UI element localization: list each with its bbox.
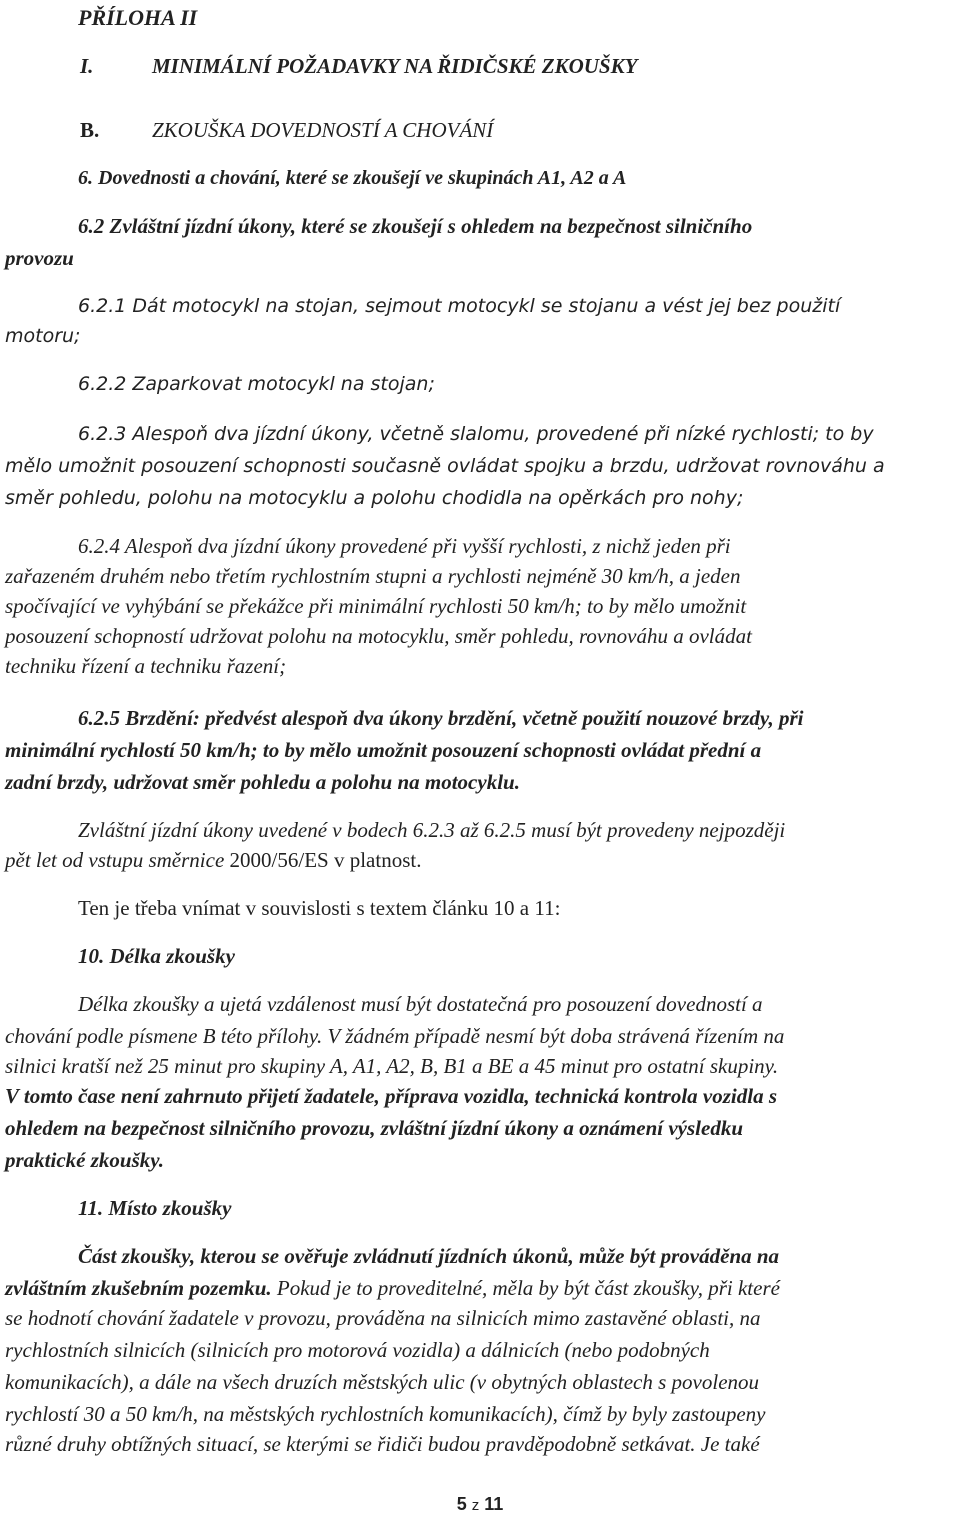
para-11-line3: se hodnotí chování žadatele v provozu, prováděna na silnicích mimo zastavěné oblasti, na <box>5 1306 761 1330</box>
item-6-2-5-line1: 6.2.5 Brzdění: předvést alespoň dva úkony brzdění, včetně použití nouzové brzdy, při <box>78 706 804 730</box>
para-11-line6: rychlostí 30 a 50 km/h, na městských rychlostních komunikacích), čímž by byly zastoupeny <box>5 1402 766 1426</box>
section-b-number: B. <box>80 118 100 142</box>
item-6-2-4-line1: 6.2.4 Alespoň dva jízdní úkony provedené při vyšší rychlosti, z nichž jeden při <box>78 534 731 558</box>
section-i-title: MINIMÁLNÍ POŽADAVKY NA ŘIDIČSKÉ ZKOUŠKY <box>152 54 638 78</box>
heading-10: 10. Délka zkoušky <box>78 944 235 968</box>
page-number-footer <box>0 1494 960 1515</box>
deadline-note-line1: Zvláštní jízdní úkony uvedené v bodech 6.2.3 až 6.2.5 musí být provedeny nejpozději <box>78 818 786 842</box>
item-6-2-3-line1-text: spoň dva jízdní úkony, včetně slalomu, provedené při nízké rychlosti; to by <box>162 423 874 445</box>
para-10-line3: silnici kratší než 25 minut pro skupiny A, A1, A2, B, B1 a BE a 45 minut pro ostatní skupiny. <box>5 1054 779 1078</box>
annex-title: PŘÍLOHA II <box>78 5 198 30</box>
deadline-note-italic: pět let od vstupu směrnice <box>5 848 230 872</box>
item-6-2-5-line3: zadní brzdy, udržovat směr pohledu a polohu na motocyklu. <box>5 770 520 794</box>
para-11-line4: rychlostních silnicích (silnicích pro motorová vozidla) a dálnicích (nebo podobných <box>5 1338 710 1362</box>
deadline-note-plain: 2000/56/ES v platnost. <box>229 848 422 872</box>
deadline-note-line2 <box>5 846 421 874</box>
para-11-line5: komunikacích), a dále na všech druzích městských ulic (v obytných oblastech s povolenou <box>5 1370 760 1394</box>
item-6-2-3-line1 <box>78 420 874 448</box>
para-10-line5: ohledem na bezpečnost silničního provozu, zvláštní jízdní úkony a oznámení výsledku <box>5 1116 744 1140</box>
item-6-2-3-line3: směr pohledu, polohu na motocyklu a polohu chodidla na opěrkách pro nohy; <box>5 487 744 509</box>
para-10-line1: Délka zkoušky a ujetá vzdálenost musí být dostatečná pro posouzení dovedností a <box>78 992 763 1016</box>
item-6-2-1-line2: motoru; <box>5 325 81 347</box>
section-i-number: I. <box>80 54 94 78</box>
item-6-2-3-number: 6.2.3 Ale <box>78 423 163 445</box>
heading-6-2-line2: provozu <box>5 246 74 270</box>
item-6-2-5-line2: minimální rychlostí 50 km/h; to by mělo umožnit posouzení schopnosti ovládat přední a <box>5 738 762 762</box>
item-6-2-4-line2: zařazeném druhém nebo třetím rychlostním stupni a rychlosti nejméně 30 km/h, a jeden <box>5 564 741 588</box>
page-number: 5 <box>456 1494 467 1514</box>
item-6-2-2: 6.2.2 Zaparkovat motocykl na stojan; <box>78 373 435 395</box>
page-total: 11 <box>484 1494 504 1514</box>
para-11-line2-text: Pokud je to proveditelné, měla by být část zkoušky, při které <box>271 1276 780 1300</box>
para-10-line6: praktické zkoušky. <box>5 1148 165 1172</box>
para-11-bold-phrase: zvláštním zkušebním pozemku. <box>5 1276 272 1300</box>
para-10-line4: V tomto čase není zahrnuto přijetí žadatele, příprava vozidla, technická kontrola vozidla s <box>5 1084 777 1108</box>
para-11-line2 <box>5 1274 780 1302</box>
section-b-title: ZKOUŠKA DOVEDNOSTÍ A CHOVÁNÍ <box>152 118 494 142</box>
heading-6: 6. Dovednosti a chování, které se zkoušejí ve skupinách A1, A2 a A <box>78 167 627 189</box>
item-6-2-4-line3: spočívající ve vyhýbání se překážce při minimální rychlosti 50 km/h; to by mělo umožnit <box>5 594 747 618</box>
item-6-2-3-line2: mělo umožnit posouzení schopnosti současně ovládat spojku a brzdu, udržovat rovnováhu a <box>5 455 885 477</box>
item-6-2-4-line4: posouzení schopností udržovat polohu na motocyklu, směr pohledu, rovnováhu a ovládat <box>5 624 752 648</box>
heading-11: 11. Místo zkoušky <box>78 1196 232 1220</box>
context-note: Ten je třeba vnímat v souvislosti s textem článku 10 a 11: <box>78 896 561 920</box>
para-11-line1: Část zkoušky, kterou se ověřuje zvládnutí jízdních úkonů, může být prováděna na <box>78 1244 780 1268</box>
para-11-line7: různé druhy obtížných situací, se kterými se řidiči budou pravděpodobně setkávat. Je také <box>5 1432 760 1456</box>
page-of-label: z <box>471 1497 480 1514</box>
para-10-line2: chování podle písmene B této přílohy. V žádném případě nesmí být doba strávená řízením na <box>5 1024 785 1048</box>
item-6-2-1-line1: 6.2.1 Dát motocykl na stojan, sejmout motocykl se stojanu a vést jej bez použití <box>78 295 841 317</box>
item-6-2-4-line5: techniku řízení a techniku řazení; <box>5 654 287 678</box>
heading-6-2-line1: 6.2 Zvláštní jízdní úkony, které se zkoušejí s ohledem na bezpečnost silničního <box>78 214 753 238</box>
